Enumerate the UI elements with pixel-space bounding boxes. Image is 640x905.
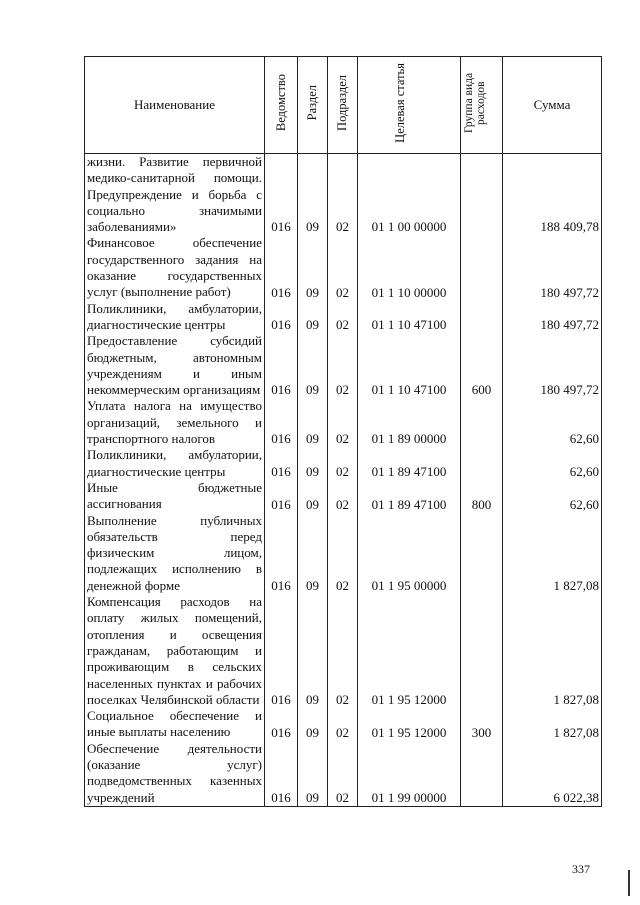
cell-podrazdel: 02 (328, 235, 358, 300)
cell-razdel: 09 (298, 594, 328, 708)
cell-summa: 180 497,72 (503, 235, 602, 300)
cell-celevaya-statya: 01 1 89 00000 (358, 398, 461, 447)
cell-summa: 180 497,72 (503, 333, 602, 398)
table-row (85, 741, 602, 807)
cell-podrazdel: 02 (328, 594, 358, 708)
cell-celevaya-statya: 01 1 10 00000 (358, 235, 461, 300)
cell-vedomstvo: 016 (265, 480, 298, 513)
cell-gruppa-vida: 300 (461, 708, 503, 741)
cell-razdel: 09 (298, 301, 328, 334)
cell-name: Предоставление субсидий бюджетным, автономным учреждениям и иным некоммерческим организациям (85, 333, 265, 398)
cell-vedomstvo: 016 (265, 235, 298, 300)
cell-vedomstvo: 016 (265, 594, 298, 708)
cell-name: Поликлиники, амбулатории, диагностические центры (85, 301, 265, 334)
table-row (85, 398, 602, 447)
cell-podrazdel: 02 (328, 398, 358, 447)
cell-vedomstvo: 016 (265, 333, 298, 398)
cell-gruppa-vida (461, 741, 503, 807)
cell-celevaya-statya: 01 1 10 47100 (358, 301, 461, 334)
table-row (85, 154, 602, 236)
budget-table (84, 56, 602, 807)
cell-razdel: 09 (298, 235, 328, 300)
cell-razdel: 09 (298, 398, 328, 447)
cell-vedomstvo: 016 (265, 398, 298, 447)
cell-celevaya-statya: 01 1 10 47100 (358, 333, 461, 398)
cell-razdel: 09 (298, 480, 328, 513)
cell-razdel: 09 (298, 513, 328, 594)
cell-gruppa-vida: 600 (461, 333, 503, 398)
cell-gruppa-vida (461, 154, 503, 236)
table-row (85, 235, 602, 300)
table-row (85, 513, 602, 594)
header-podrazdel: Подраздел (328, 57, 358, 154)
table-row (85, 447, 602, 480)
cell-podrazdel: 02 (328, 154, 358, 236)
cell-celevaya-statya: 01 1 95 00000 (358, 513, 461, 594)
cell-name: Поликлиники, амбулатории, диагностические центры (85, 447, 265, 480)
cell-podrazdel: 02 (328, 333, 358, 398)
cell-name: Уплата налога на имущество организаций, земельного и транспортного налогов (85, 398, 265, 447)
table-row (85, 594, 602, 708)
cell-razdel: 09 (298, 447, 328, 480)
cell-summa: 62,60 (503, 480, 602, 513)
scan-edge-mark (628, 870, 630, 896)
cell-vedomstvo: 016 (265, 154, 298, 236)
table-row (85, 480, 602, 513)
table-header (85, 57, 602, 154)
cell-razdel: 09 (298, 741, 328, 807)
cell-gruppa-vida (461, 235, 503, 300)
header-vedomstvo: Ведомство (265, 57, 298, 154)
cell-summa: 62,60 (503, 398, 602, 447)
cell-vedomstvo: 016 (265, 447, 298, 480)
cell-celevaya-statya: 01 1 00 00000 (358, 154, 461, 236)
cell-gruppa-vida (461, 447, 503, 480)
cell-razdel: 09 (298, 154, 328, 236)
cell-name: Выполнение публичных обязательств перед физическим лицом, подлежащих исполнению в денежной форме (85, 513, 265, 594)
cell-name: жизни. Развитие первичной медико-санитарной помощи. Предупреждение и борьба с социально значимыми заболеваниями» (85, 154, 265, 236)
cell-podrazdel: 02 (328, 301, 358, 334)
cell-podrazdel: 02 (328, 513, 358, 594)
cell-gruppa-vida: 800 (461, 480, 503, 513)
cell-gruppa-vida (461, 594, 503, 708)
cell-vedomstvo: 016 (265, 741, 298, 807)
cell-gruppa-vida (461, 398, 503, 447)
cell-podrazdel: 02 (328, 741, 358, 807)
cell-summa: 6 022,38 (503, 741, 602, 807)
cell-name: Иные бюджетные ассигнования (85, 480, 265, 513)
cell-celevaya-statya: 01 1 89 47100 (358, 480, 461, 513)
cell-gruppa-vida (461, 513, 503, 594)
page-number: 337 (572, 862, 590, 876)
cell-razdel: 09 (298, 708, 328, 741)
cell-name: Компенсация расходов на оплату жилых помещений, отопления и освещения гражданам, работающим и проживающим в сельских населенных пунктах и рабочих поселках Челябинской области (85, 594, 265, 708)
cell-podrazdel: 02 (328, 480, 358, 513)
cell-vedomstvo: 016 (265, 301, 298, 334)
cell-celevaya-statya: 01 1 95 12000 (358, 594, 461, 708)
cell-summa: 180 497,72 (503, 301, 602, 334)
cell-vedomstvo: 016 (265, 708, 298, 741)
cell-name: Финансовое обеспечение государственного задания на оказание государственных услуг (выполнение работ) (85, 235, 265, 300)
cell-razdel: 09 (298, 333, 328, 398)
header-name: Наименование (85, 57, 265, 154)
table-row (85, 333, 602, 398)
cell-name: Социальное обеспечение и иные выплаты населению (85, 708, 265, 741)
header-gruppa-vida-rashodov: Группа вида расходов (461, 57, 503, 154)
cell-summa: 188 409,78 (503, 154, 602, 236)
cell-vedomstvo: 016 (265, 513, 298, 594)
table-row (85, 708, 602, 741)
cell-celevaya-statya: 01 1 89 47100 (358, 447, 461, 480)
cell-podrazdel: 02 (328, 708, 358, 741)
cell-gruppa-vida (461, 301, 503, 334)
table-row (85, 301, 602, 334)
cell-summa: 1 827,08 (503, 594, 602, 708)
header-summa: Сумма (503, 57, 602, 154)
cell-summa: 62,60 (503, 447, 602, 480)
cell-celevaya-statya: 01 1 99 00000 (358, 741, 461, 807)
header-celevaya-statya: Целевая статья (358, 57, 461, 154)
cell-summa: 1 827,08 (503, 708, 602, 741)
cell-name: Обеспечение деятельности (оказание услуг) подведомственных казенных учреждений (85, 741, 265, 807)
cell-podrazdel: 02 (328, 447, 358, 480)
header-razdel: Раздел (298, 57, 328, 154)
cell-summa: 1 827,08 (503, 513, 602, 594)
cell-celevaya-statya: 01 1 95 12000 (358, 708, 461, 741)
